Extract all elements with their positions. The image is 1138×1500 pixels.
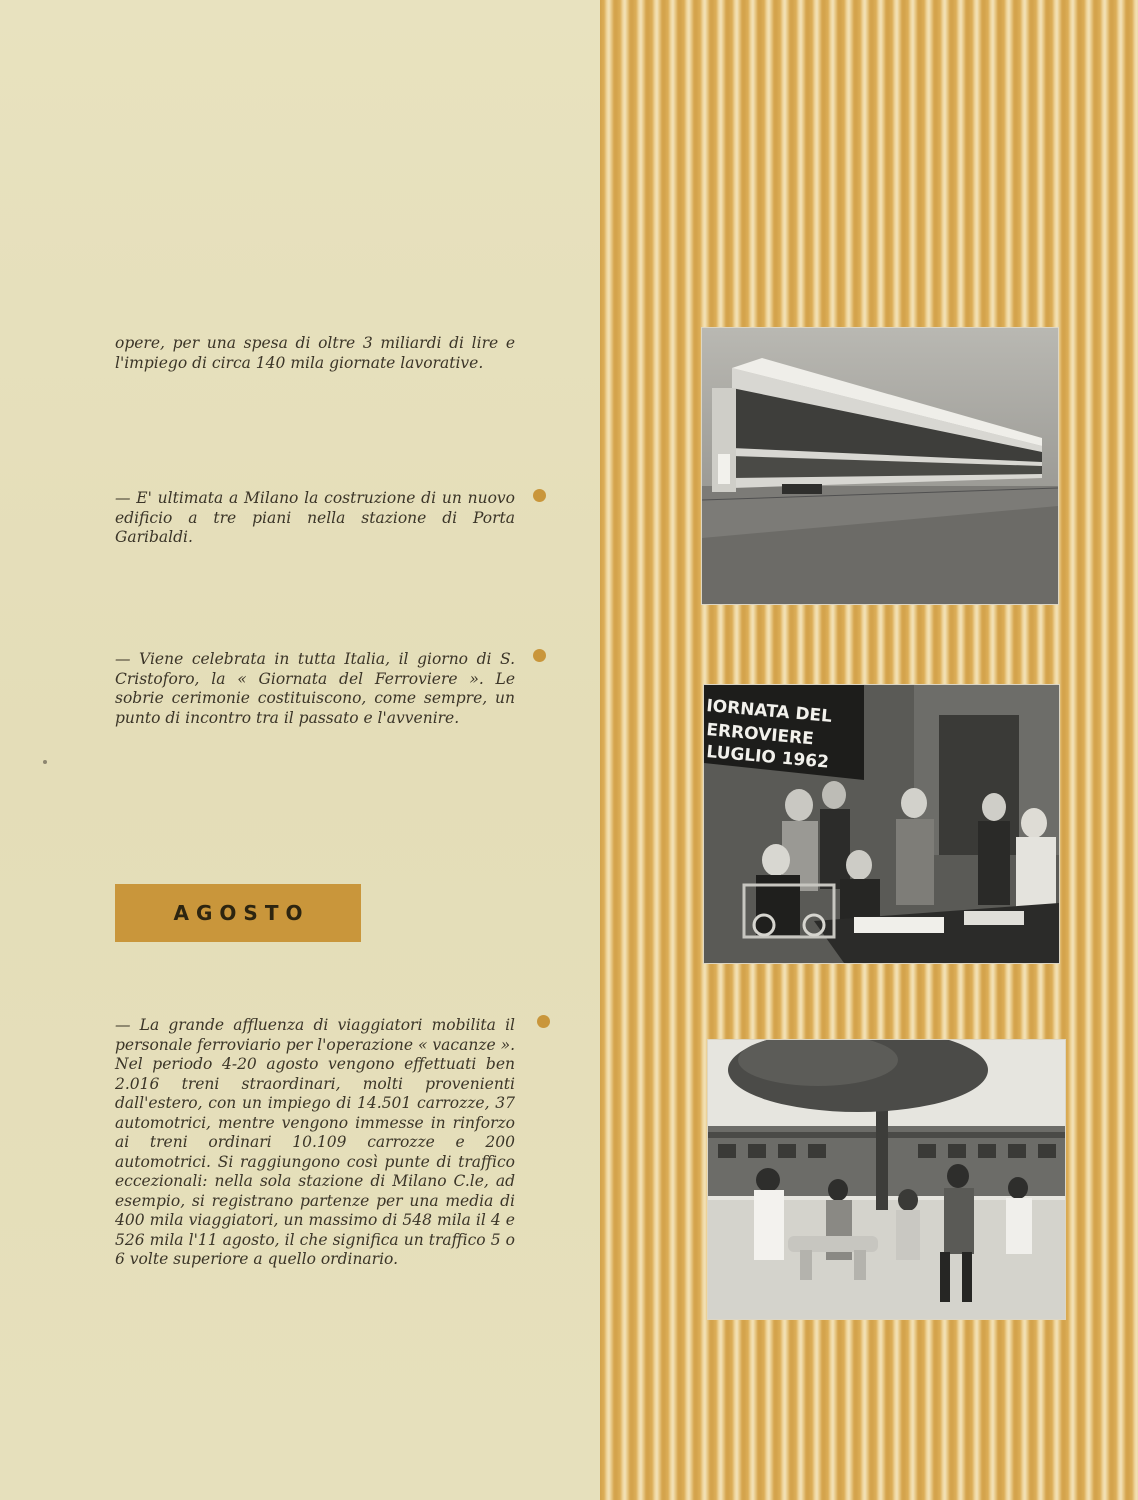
travelers-illustration [708, 1040, 1065, 1319]
month-heading-banner [115, 884, 361, 942]
paragraph-intro: opere, per una spesa di oltre 3 miliardi di lire e l'impiego di circa 140 mila giornate lavorative. [115, 334, 515, 372]
banner-line-1: IORNATA DEL [705, 696, 833, 727]
photo-travelers [707, 1039, 1066, 1320]
paper-speck [43, 760, 47, 764]
month-heading: AGOSTO [173, 901, 310, 925]
banner-line-2: ERROVIERE [705, 720, 815, 750]
photo-ceremony [703, 684, 1060, 964]
photo-station-building [701, 327, 1059, 605]
paragraph-vacanze: — La grande affluenza di viaggiatori mobilita il personale ferroviario per l'operazione « vacanze ». Nel periodo 4-20 agosto vengono effettuati ben 2.016 treni straordinari, molti provenienti dall'estero, con un impiego di 14.501 carrozze, 37 automotrici, mentre vengono immesse in rinforzo ai treni ordinari 10.109 carrozze e 200 automotrici. Si raggiungono così punte di traffico eccezionali: nella sola stazione di Milano C.le, ad esempio, si registrano partenze per una media di 400 mila viaggiatori, un massimo di 548 mila il 4 e 526 mila l'11 agosto, il che significa un traffico 5 o 6 volte superiore a quello ordinario. [115, 1016, 515, 1268]
bullet-dot [533, 489, 546, 502]
banner-line-3: LUGLIO 1962 [705, 742, 830, 773]
paragraph-cristoforo: — Viene celebrata in tutta Italia, il giorno di S. Cristoforo, la « Giornata del Ferroviere ». Le sobrie cerimonie costituiscono, come sempre, un punto di incontro tra il passato e l'avvenire. [115, 650, 515, 727]
bullet-dot [533, 649, 546, 662]
ceremony-illustration [704, 685, 1059, 963]
station-building-illustration [702, 328, 1058, 604]
bullet-dot [537, 1015, 550, 1028]
paragraph-milano: — E' ultimata a Milano la costruzione di un nuovo edificio a tre piani nella stazione di Porta Garibaldi. [115, 489, 515, 546]
